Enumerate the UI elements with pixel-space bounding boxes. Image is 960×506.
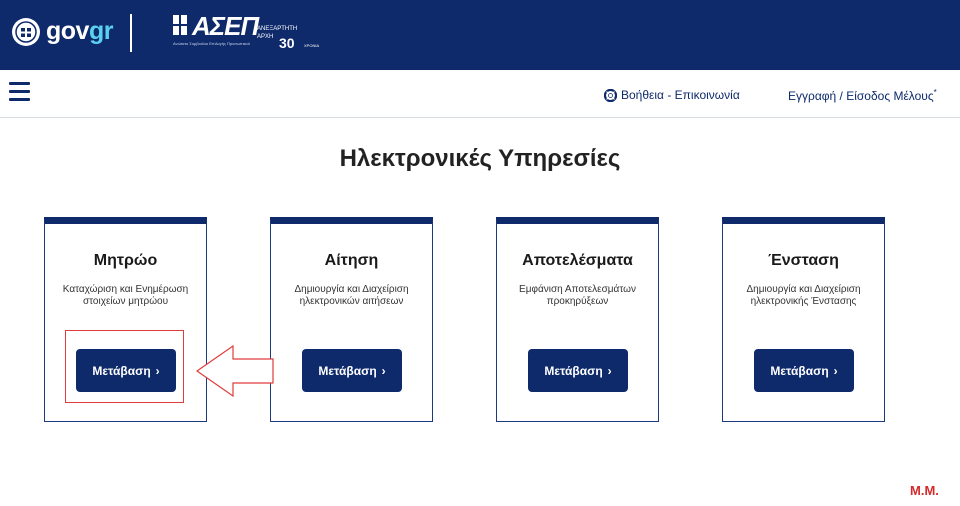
govgr-logo[interactable] bbox=[12, 17, 113, 46]
service-card-application bbox=[270, 217, 433, 422]
asep-anniversary-years: ΧΡΟΝΙΑ bbox=[304, 43, 320, 48]
card-title: Αίτηση bbox=[324, 252, 379, 269]
asep-independent-authority: ΑΝΕΞΑΡΤΗΤΗ ΑΡΧΗ bbox=[257, 26, 298, 40]
asep-logo[interactable] bbox=[173, 13, 318, 53]
card-description: Καταχώριση και Ενημέρωση στοιχείων μητρώου bbox=[62, 284, 189, 307]
goto-results-button[interactable] bbox=[528, 349, 628, 392]
button-label: Μετάβαση bbox=[318, 363, 377, 378]
lifebuoy-icon bbox=[604, 89, 617, 102]
button-label: Μετάβαση bbox=[544, 363, 603, 378]
logo-divider bbox=[130, 14, 132, 52]
register-login-label: Εγγραφή / Είσοδος Μέλους bbox=[788, 89, 934, 103]
greek-emblem-icon bbox=[12, 18, 40, 46]
help-contact-label: Βοήθεια - Επικοινωνία bbox=[621, 88, 740, 102]
asep-wordmark: ΑΣΕΠ bbox=[192, 11, 259, 41]
chevron-right-icon: › bbox=[607, 363, 612, 378]
chevron-right-icon: › bbox=[381, 363, 386, 378]
button-label: Μετάβαση bbox=[770, 363, 829, 378]
help-contact-link[interactable] bbox=[604, 88, 740, 102]
top-header-bar bbox=[0, 0, 960, 70]
card-title: Μητρώο bbox=[93, 252, 158, 269]
card-title: Αποτελέσματα bbox=[522, 252, 633, 269]
asep-anniversary-number: 30 bbox=[279, 35, 295, 51]
login-marker: * bbox=[933, 88, 937, 97]
card-description: Δημιουργία και Διαχείριση ηλεκτρονικών αιτήσεων bbox=[294, 284, 409, 307]
goto-application-button[interactable] bbox=[302, 349, 402, 392]
govgr-wordmark: govgr bbox=[46, 17, 113, 45]
watermark-initials: M.M. bbox=[910, 483, 939, 498]
asep-mark-icon bbox=[173, 15, 187, 35]
left-arrow-outline-icon bbox=[195, 344, 275, 398]
chevron-right-icon: › bbox=[833, 363, 838, 378]
card-title: Ένσταση bbox=[768, 252, 839, 269]
button-label: Μετάβαση bbox=[92, 363, 151, 378]
page-title: Ηλεκτρονικές Υπηρεσίες bbox=[339, 145, 621, 172]
hamburger-menu-icon[interactable] bbox=[9, 82, 30, 101]
navigation-bar bbox=[0, 70, 960, 118]
goto-objection-button[interactable] bbox=[754, 349, 854, 392]
register-login-link[interactable] bbox=[788, 88, 937, 103]
service-card-results bbox=[496, 217, 659, 422]
card-description: Δημιουργία και Διαχείριση ηλεκτρονικής Ένστασης bbox=[746, 284, 861, 307]
chevron-right-icon: › bbox=[155, 363, 160, 378]
annotation-highlight-box bbox=[65, 330, 184, 403]
service-card-objection bbox=[722, 217, 885, 422]
asep-subtitle: Ανώτατο Συμβούλιο Επιλογής Προσωπικού bbox=[173, 41, 250, 46]
card-description: Εμφάνιση Αποτελεσμάτων προκηρύξεων bbox=[519, 284, 636, 307]
